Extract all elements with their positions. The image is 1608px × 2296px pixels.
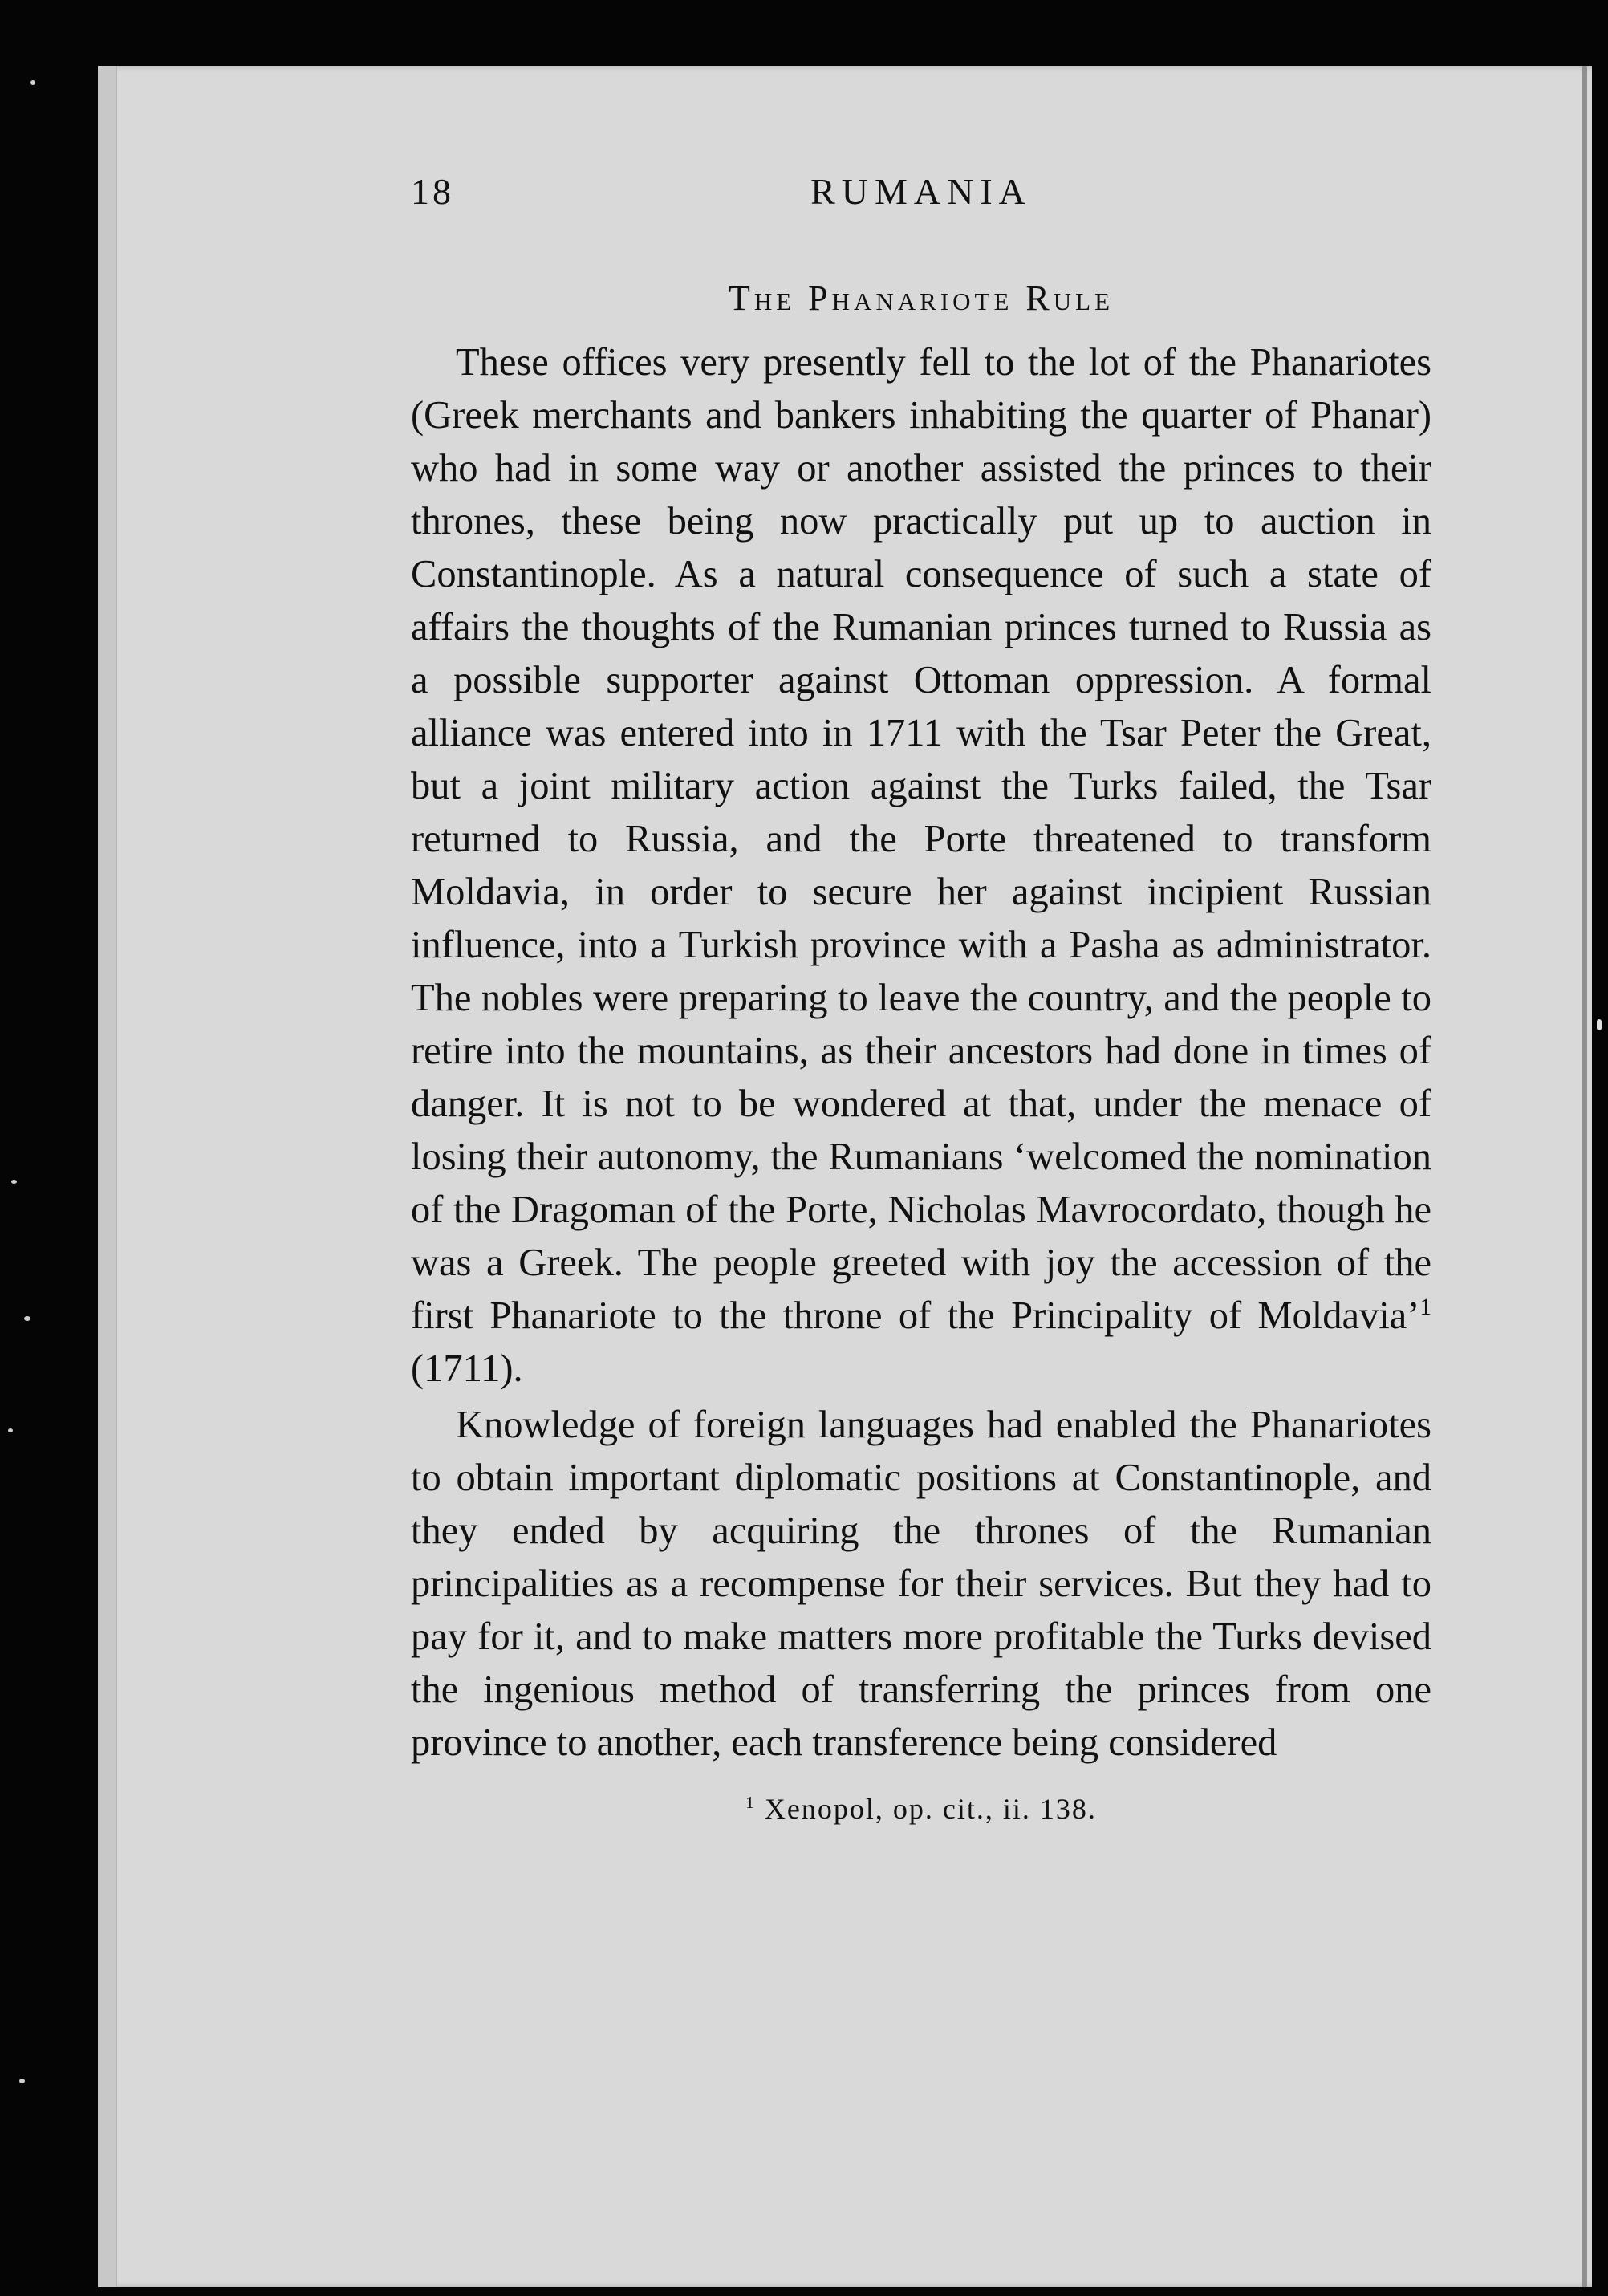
scan-speck: [30, 80, 35, 85]
scan-speck: [1597, 1019, 1602, 1030]
footnote-marker: 1: [745, 1793, 756, 1812]
scan-speck: [19, 2079, 25, 2083]
scan-speck: [24, 1316, 30, 1321]
footnote: [411, 1792, 1431, 1826]
page-text-block: [411, 161, 1431, 1826]
page-number: 18: [411, 171, 454, 212]
section-title: The Phanariote Rule: [728, 278, 1115, 318]
page-right-edge: [1582, 66, 1587, 2287]
scan-speck: [8, 1428, 13, 1432]
footnote-text: Xenopol, op. cit., ii. 138.: [755, 1793, 1097, 1825]
body-paragraph-2: Knowledge of foreign languages had enabled the Phanariotes to obtain important diplomatic positions at Constantinople, and they ended by acquiring the thrones of the Rumanian principalities as a recompense for their services. But they had to pay for it, and to make matters more profitable the Turks devised the ingenious method of transferring the princes from one province to another, each transference being considered: [411, 1404, 1431, 1764]
paragraph-1-end: (1711).: [411, 1347, 523, 1390]
footnote-reference: 1: [1419, 1294, 1431, 1320]
running-header: [411, 161, 1431, 217]
paragraph-1-text: These offices very presently fell to the lot of the Phanariotes (Greek merchants and bankers inhabiting the quarter of Phanar) who had in some way or another assisted the princes to their thrones, these being now practically put up to auction in Constantinople. As a natural consequence of such a state of affairs the thoughts of the Rumanian princes turned to Russia as a possible supporter against Ottoman oppression. A formal alliance was entered into in 1711 with the Tsar Peter the Great, but a joint military action against the Turks failed, the Tsar returned to Russia, and the Porte threatened to transform Moldavia, in order to secure her against incipient Russian influence, into a Turkish province with a Pasha as administrator. The nobles were preparing to leave the country, and the people to retire into the mountains, as their ancestors had done in times of danger. It is not to be wondered at that, under the menace of losing their autonomy, the Rumanians ‘welcomed the nomination of the Dragoman of the Porte, Nicholas Mavrocordato, though he was a Greek. The people greeted with joy the accession of the first Phanariote to the throne of the Principality of Moldavia’: [411, 341, 1431, 1337]
scan-speck: [11, 1180, 17, 1184]
body-paragraph-1: [411, 336, 1431, 1396]
page-gutter-edge: [98, 66, 117, 2287]
running-head-title: RUMANIA: [810, 171, 1032, 212]
